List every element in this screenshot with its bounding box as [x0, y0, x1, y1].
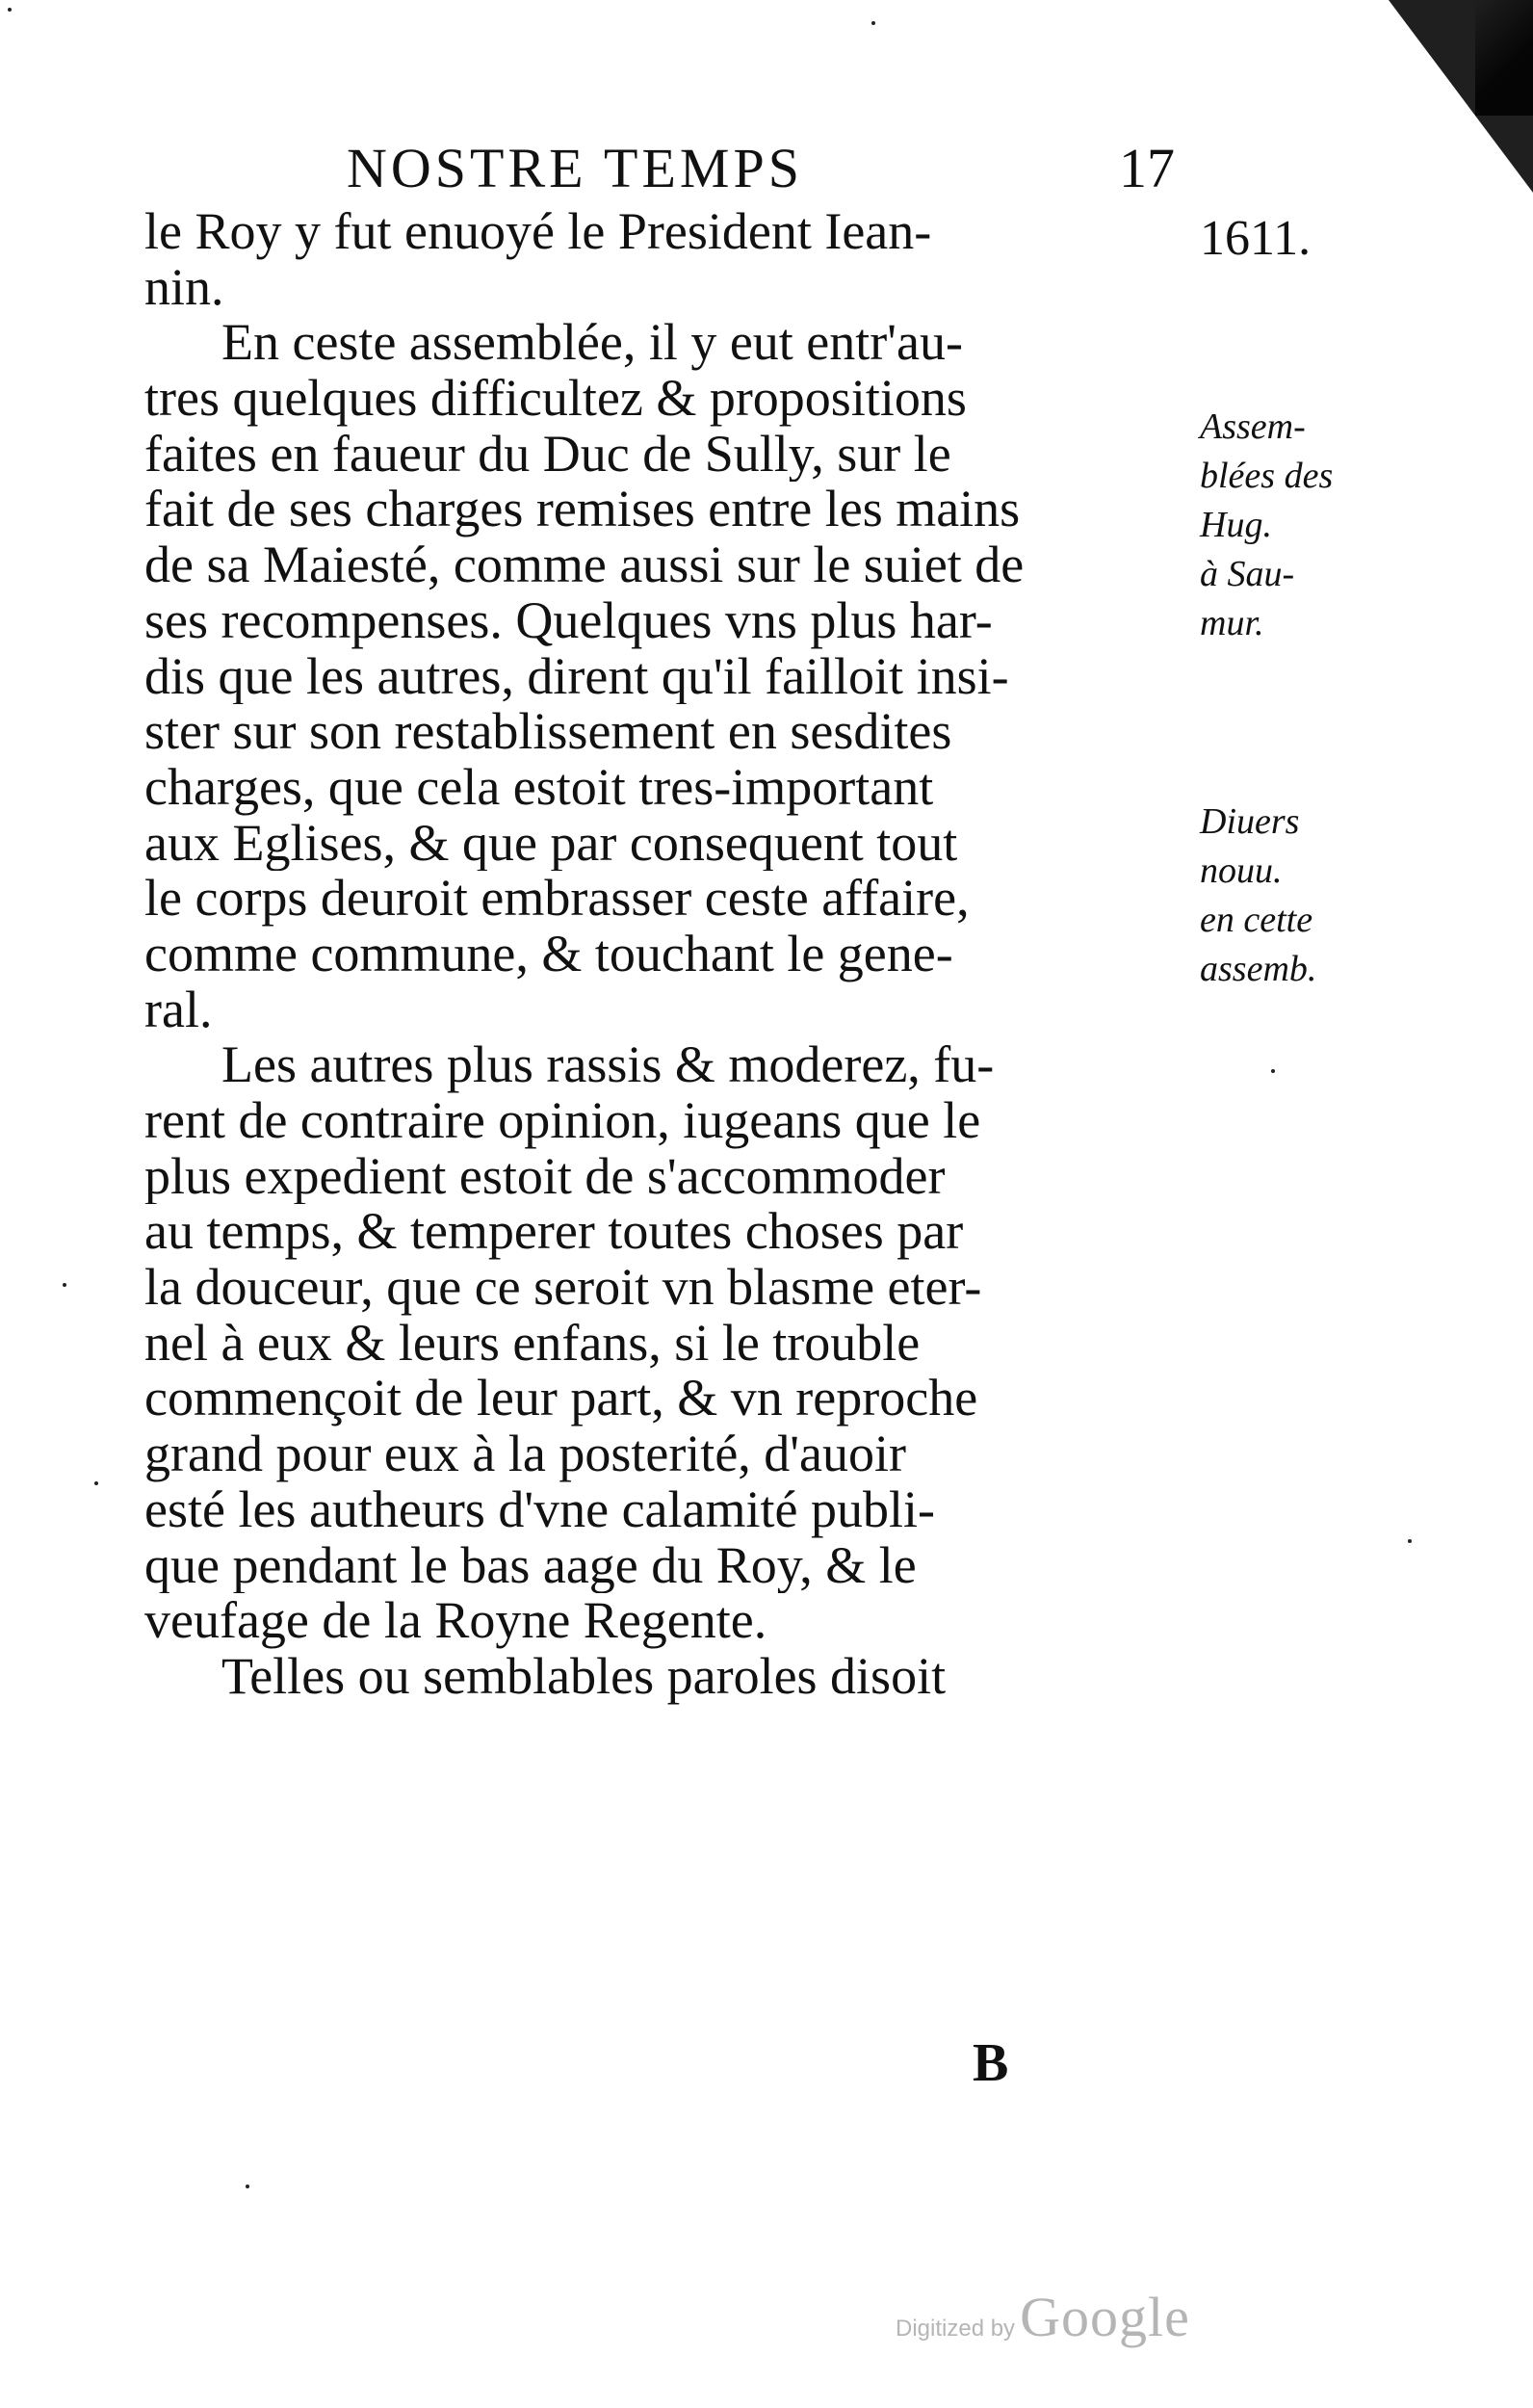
margin-note-line: Hug.	[1200, 505, 1272, 545]
text-line: ses recompenses. Quelques vns plus har-	[144, 592, 993, 649]
text-line: rent de contraire opinion, iugeans que le	[144, 1093, 981, 1149]
text-line: veufage de la Royne Regente.	[144, 1593, 767, 1649]
margin-note-line: en cette	[1200, 900, 1313, 940]
margin-note-line: assemb.	[1200, 949, 1317, 989]
paragraph-start-line: Telles ou semblables paroles disoit	[221, 1648, 947, 1705]
signature-mark: B	[973, 2033, 1009, 2093]
text-line: commençoit de leur part, & vn reproche	[144, 1371, 978, 1427]
text-line: le corps deuroit embrasser ceste affaire,	[144, 871, 970, 927]
text-line: de sa Maiesté, comme aussi sur le suiet de	[144, 537, 1025, 593]
margin-note-line: Diuers	[1200, 801, 1300, 842]
text-line: ral.	[144, 982, 213, 1038]
text-line: la douceur, que ce seroit vn blasme eter-	[144, 1260, 982, 1316]
margin-note-line: à Sau-	[1200, 554, 1295, 594]
body-text	[144, 204, 1184, 1705]
digitized-watermark	[896, 2285, 1190, 2352]
scan-speck	[8, 8, 12, 12]
text-line: fait de ses charges remises entre les mains	[144, 482, 1021, 538]
margin-note-line: mur.	[1200, 603, 1264, 643]
scan-speck	[1271, 1069, 1275, 1073]
text-line: nin.	[144, 259, 224, 316]
text-line: nel à eux & leurs enfans, si le trouble	[144, 1315, 921, 1372]
text-line: esté les autheurs d'vne calamité publi-	[144, 1481, 935, 1538]
scan-speck	[246, 2185, 249, 2188]
text-line: plus expedient estoit de s'accommoder	[144, 1148, 946, 1205]
text-line: tres quelques difficultez & propositions	[144, 371, 967, 427]
paragraph-start-line: En ceste assemblée, il y eut entr'au-	[221, 315, 963, 372]
page-corner-shadow-edge	[1475, 0, 1533, 116]
text-line: faites en faueur du Duc de Sully, sur le	[144, 426, 951, 483]
digitized-by-label: Digitized by	[896, 2316, 1016, 2342]
paragraph-start-line: Les autres plus rassis & moderez, fu-	[221, 1037, 995, 1093]
text-line: comme commune, & touchant le gene-	[144, 926, 953, 982]
scan-speck	[63, 1283, 66, 1287]
year-marginal-note: 1611.	[1200, 211, 1312, 266]
page-header	[347, 135, 1194, 202]
text-line: aux Eglises, & que par consequent tout	[144, 815, 958, 872]
margin-note-line: blées des	[1200, 456, 1334, 496]
text-line: charges, que cela estoit tres-important	[144, 759, 934, 816]
scan-speck	[94, 1481, 98, 1485]
margin-note-assembly	[1200, 403, 1354, 648]
text-line: le Roy y fut enuoyé le President Iean-	[144, 204, 932, 260]
text-line: que pendant le bas aage du Roy, & le	[144, 1537, 917, 1594]
margin-note-line: Assem-	[1200, 406, 1306, 447]
text-line: dis que les autres, dirent qu'il failloit insi-	[144, 648, 1009, 705]
margin-note-diverse-opinions	[1200, 798, 1354, 994]
text-line: ster sur son restablissement en sesdites	[144, 704, 952, 760]
running-title: NOSTRE TEMPS	[347, 137, 803, 199]
google-logo: Google	[1020, 2286, 1190, 2348]
scan-speck	[1408, 1539, 1412, 1543]
text-line: grand pour eux à la posterité, d'auoir	[144, 1426, 906, 1482]
scan-speck	[871, 21, 875, 25]
text-line: au temps, & temperer toutes choses par	[144, 1204, 964, 1261]
page-number: 17	[1119, 137, 1175, 199]
margin-note-line: nouu.	[1200, 851, 1283, 891]
